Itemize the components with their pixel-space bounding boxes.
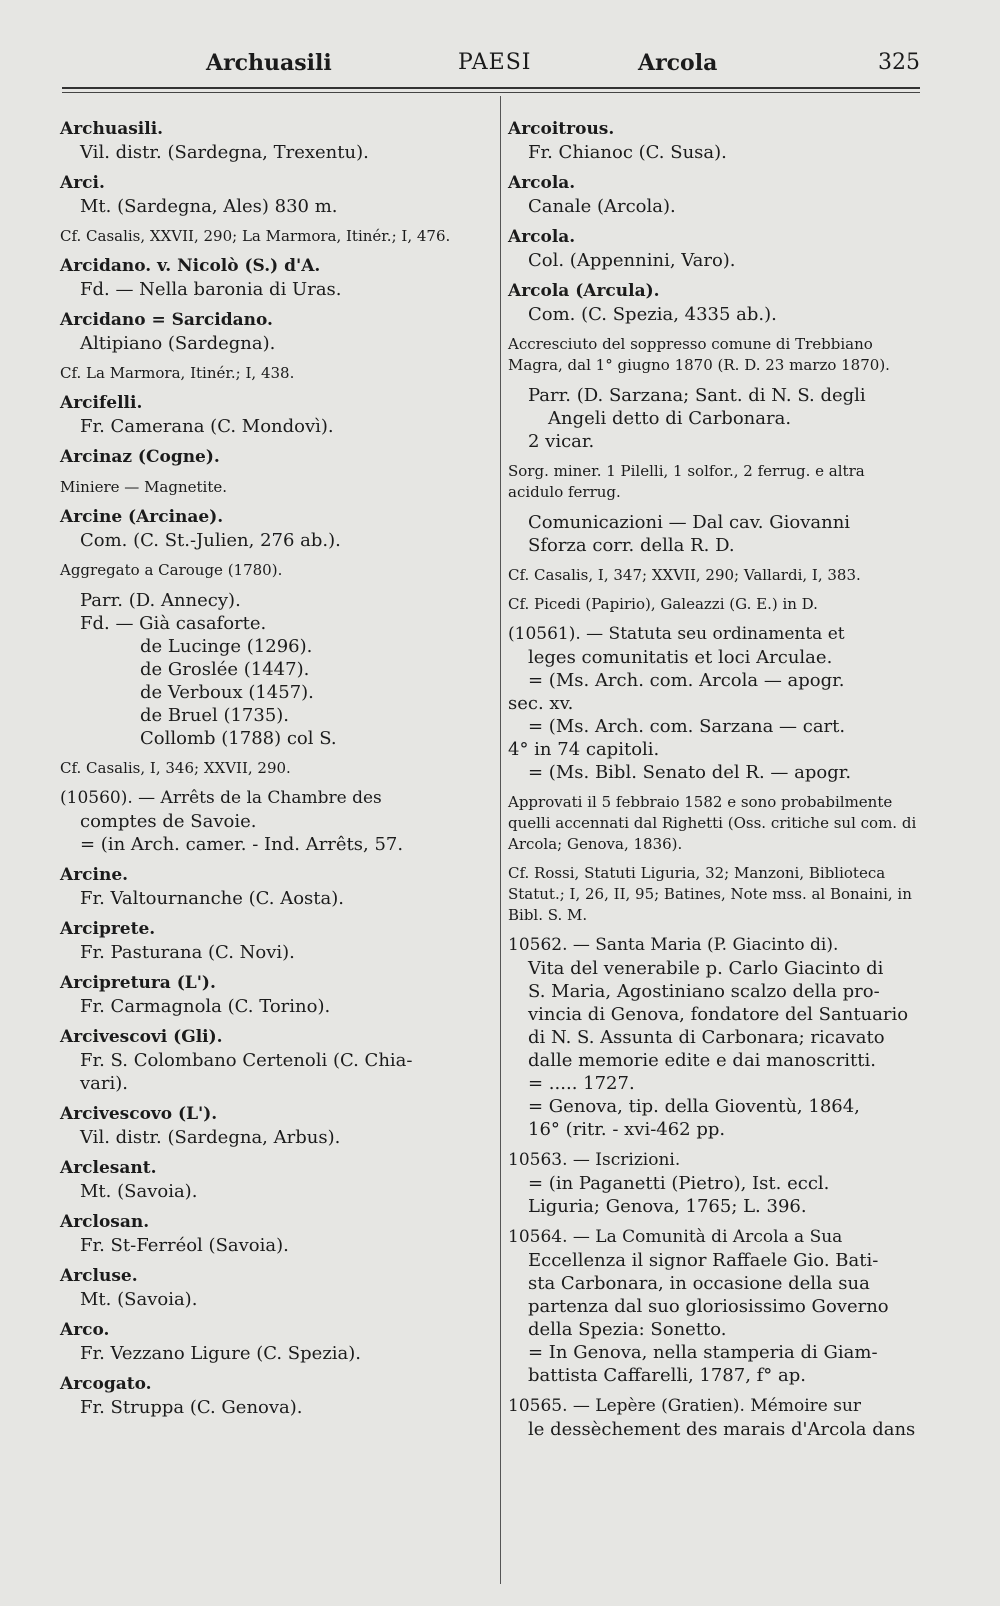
entry-line: = Genova, tip. della Gioventù, 1864, (528, 1096, 860, 1117)
entry-heading: Arcoitrous. (508, 119, 615, 139)
left-column (60, 118, 486, 1419)
entry-line: vincia di Genova, fondatore del Santuario (528, 1004, 909, 1025)
entry-line: sec. xv. (508, 693, 574, 714)
header-section: PAESI (458, 50, 532, 75)
entry-heading: Arcidano. v. Nicolò (S.) d'A. (60, 256, 321, 276)
entry-line: Mt. (Savoia). (80, 1289, 198, 1310)
record-heading: (10561). — Statuta seu ordinamenta et (508, 624, 845, 644)
entry-line: Fd. — Già casaforte. (80, 613, 267, 634)
entry-note: Cf. Picedi (Papirio), Galeazzi (G. E.) in D. (508, 595, 818, 613)
entry-heading: Arcola. (508, 173, 576, 193)
entry-line: = (Ms. Arch. com. Arcola — apogr. (528, 670, 845, 691)
entry-heading: Archuasili. (60, 119, 164, 139)
entry-line: Fr. Carmagnola (C. Torino). (80, 996, 331, 1017)
entry-line: vari). (80, 1073, 129, 1094)
entry-line: Parr. (D. Sarzana; Sant. di N. S. degli (528, 385, 866, 406)
entry-line: battista Caffarelli, 1787, f° ap. (528, 1365, 807, 1386)
entry-heading: Arcine (Arcinae). (60, 507, 224, 527)
entry-line: = (in Arch. camer. - Ind. Arrêts, 57. (80, 834, 404, 855)
entry-line: di N. S. Assunta di Carbonara; ricavato (528, 1027, 885, 1048)
entry-line: Vita del venerabile p. Carlo Giacinto di (528, 958, 884, 979)
entry-heading: Arco. (60, 1320, 110, 1340)
entry-heading: Arcola (Arcula). (508, 281, 660, 301)
entry-line: Fr. St-Ferréol (Savoia). (80, 1235, 289, 1256)
page-number: 325 (878, 50, 920, 75)
entry-line: de Groslée (1447). (140, 659, 310, 680)
entry-line: Vil. distr. (Sardegna, Arbus). (80, 1127, 341, 1148)
entry-line: = In Genova, nella stamperia di Giam- (528, 1342, 878, 1363)
entry-heading: Arcluse. (60, 1266, 138, 1286)
entry-note: Approvati il 5 febbraio 1582 e sono probabilmente quelli accennati dal Righetti (Oss. critiche sul com. di Arcola; Genova, 1836). (508, 793, 917, 853)
entry-line: = ..... 1727. (528, 1073, 635, 1094)
entry-line: Fr. Camerana (C. Mondovì). (80, 416, 334, 437)
entry-note: Cf. Casalis, I, 346; XXVII, 290. (60, 759, 291, 777)
entry-line: Liguria; Genova, 1765; L. 396. (528, 1196, 807, 1217)
entry-note: Cf. Casalis, I, 347; XXVII, 290; Vallardi, I, 383. (508, 566, 861, 584)
header-right-term: Arcola (638, 50, 718, 76)
entry-line: Com. (C. Spezia, 4335 ab.). (528, 304, 777, 325)
entry-line: Mt. (Sardegna, Ales) 830 m. (80, 196, 338, 217)
entry-line: Fr. Chianoc (C. Susa). (528, 142, 727, 163)
entry-line: Collomb (1788) col S. (140, 728, 337, 749)
entry-heading: Arcola. (508, 227, 576, 247)
entry-heading: Arcivescovi (Gli). (60, 1027, 223, 1047)
entry-note: Miniere — Magnetite. (60, 478, 228, 496)
entry-heading: Arcipretura (L'). (60, 973, 216, 993)
entry-line: Canale (Arcola). (528, 196, 676, 217)
entry-note: Cf. Casalis, XXVII, 290; La Marmora, Itinér.; I, 476. (60, 227, 451, 245)
entry-line: 16° (ritr. - xvi-462 pp. (528, 1119, 726, 1140)
entry-line: 2 vicar. (528, 431, 595, 452)
right-column (508, 118, 920, 1441)
record-heading: 10562. — Santa Maria (P. Giacinto di). (508, 935, 839, 955)
header-rule-thick (62, 87, 920, 89)
entry-line: Eccellenza il signor Raffaele Gio. Bati- (528, 1250, 879, 1271)
record-heading: 10565. — Lepère (Gratien). Mémoire sur (508, 1396, 862, 1416)
record-heading: (10560). — Arrêts de la Chambre des (60, 788, 382, 808)
entry-line: = (in Paganetti (Pietro), Ist. eccl. (528, 1173, 830, 1194)
entry-line: = (Ms. Bibl. Senato del R. — apogr. (528, 762, 852, 783)
entry-line: S. Maria, Agostiniano scalzo della pro- (528, 981, 880, 1002)
entry-line: de Verboux (1457). (140, 682, 314, 703)
entry-heading: Arcifelli. (60, 393, 143, 413)
entry-note: Cf. Rossi, Statuti Liguria, 32; Manzoni, Biblioteca Statut.; I, 26, II, 95; Batines, Note mss. al Bonaini, in Bibl. S. M. (508, 864, 912, 924)
entry-line: Col. (Appennini, Varo). (528, 250, 736, 271)
entry-line: della Spezia: Sonetto. (528, 1319, 727, 1340)
entry-heading: Arci. (60, 173, 105, 193)
entry-line: Angeli detto di Carbonara. (548, 408, 792, 429)
entry-line: leges comunitatis et loci Arculae. (528, 647, 833, 668)
header-left-term: Archuasili (206, 50, 332, 76)
entry-line: Com. (C. St.-Julien, 276 ab.). (80, 530, 341, 551)
entry-line: Fr. Valtournanche (C. Aosta). (80, 888, 345, 909)
entry-line: Fr. Struppa (C. Genova). (80, 1397, 303, 1418)
entry-line: Fr. Pasturana (C. Novi). (80, 942, 295, 963)
entry-line: Fd. — Nella baronia di Uras. (80, 279, 342, 300)
entry-heading: Arcogato. (60, 1374, 152, 1394)
entry-line: Altipiano (Sardegna). (80, 333, 276, 354)
entry-line: partenza dal suo gloriosissimo Governo (528, 1296, 889, 1317)
entry-line: Comunicazioni — Dal cav. Giovanni (528, 512, 851, 533)
entry-heading: Arcidano = Sarcidano. (60, 310, 273, 330)
entry-note: Accresciuto del soppresso comune di Trebbiano Magra, dal 1° giugno 1870 (R. D. 23 marzo 1870). (508, 335, 890, 374)
entry-heading: Arcivescovo (L'). (60, 1104, 218, 1124)
entry-line: de Bruel (1735). (140, 705, 290, 726)
entry-line: Vil. distr. (Sardegna, Trexentu). (80, 142, 369, 163)
header-rule-thin (62, 92, 920, 93)
record-heading: 10564. — La Comunità di Arcola a Sua (508, 1227, 843, 1247)
record-heading: 10563. — Iscrizioni. (508, 1150, 681, 1170)
entry-line: = (Ms. Arch. com. Sarzana — cart. (528, 716, 846, 737)
column-divider (500, 96, 501, 1584)
entry-heading: Arcinaz (Cogne). (60, 447, 220, 467)
entry-line: de Lucinge (1296). (140, 636, 313, 657)
entry-line: Sforza corr. della R. D. (528, 535, 735, 556)
entry-heading: Arcine. (60, 865, 129, 885)
entry-line: Parr. (D. Annecy). (80, 590, 241, 611)
entry-heading: Arclesant. (60, 1158, 157, 1178)
entry-line: sta Carbonara, in occasione della sua (528, 1273, 870, 1294)
entry-note: Sorg. miner. 1 Pilelli, 1 solfor., 2 ferrug. e altra acidulo ferrug. (508, 462, 865, 501)
entry-line: Fr. Vezzano Ligure (C. Spezia). (80, 1343, 362, 1364)
entry-line: comptes de Savoie. (80, 811, 257, 832)
entry-line: 4° in 74 capitoli. (508, 739, 660, 760)
entry-line: le dessèchement des marais d'Arcola dans (528, 1419, 916, 1440)
entry-line: dalle memorie edite e dai manoscritti. (528, 1050, 877, 1071)
entry-note: Aggregato a Carouge (1780). (60, 561, 283, 579)
entry-note: Cf. La Marmora, Itinér.; I, 438. (60, 364, 295, 382)
page-header (60, 48, 920, 88)
entry-heading: Arciprete. (60, 919, 156, 939)
entry-line: Fr. S. Colombano Certenoli (C. Chia- (80, 1050, 413, 1071)
entry-line: Mt. (Savoia). (80, 1181, 198, 1202)
entry-heading: Arclosan. (60, 1212, 150, 1232)
